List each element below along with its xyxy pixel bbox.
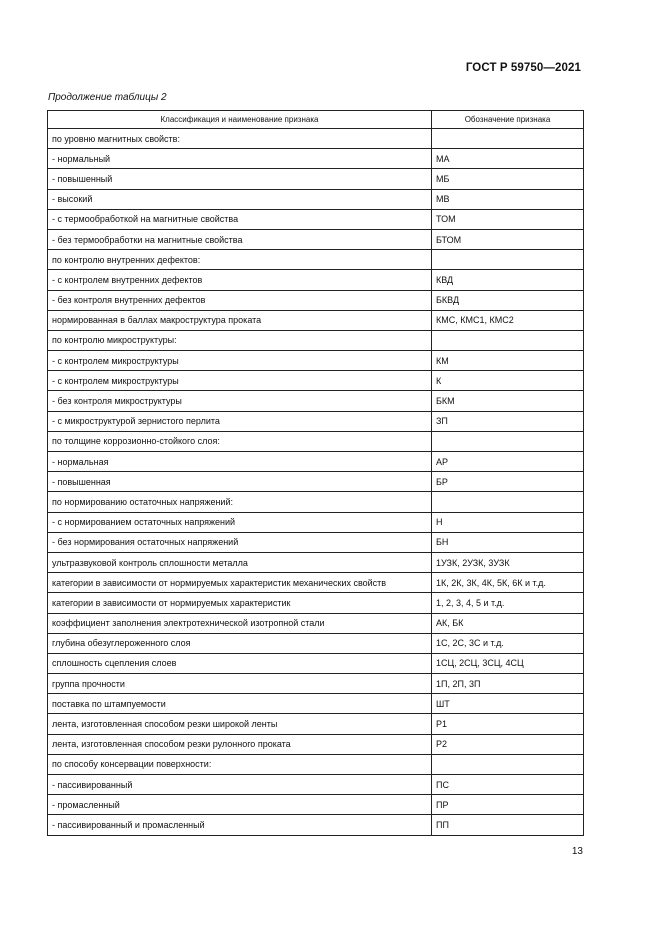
table-row bbox=[48, 714, 584, 734]
classification-cell: - с микроструктурой зернистого перлита bbox=[48, 411, 432, 431]
table-row bbox=[48, 452, 584, 472]
classification-cell: - без нормирования остаточных напряжений bbox=[48, 532, 432, 552]
table-row bbox=[48, 169, 584, 189]
classification-cell: по контролю внутренних дефектов: bbox=[48, 250, 432, 270]
table-row bbox=[48, 189, 584, 209]
classification-cell: глубина обезуглероженного слоя bbox=[48, 633, 432, 653]
table-row bbox=[48, 734, 584, 754]
designation-cell: КМ bbox=[432, 351, 584, 371]
page-number: 13 bbox=[571, 846, 583, 857]
table-caption: Продолжение таблицы 2 bbox=[48, 92, 167, 103]
table-row bbox=[48, 674, 584, 694]
designation-cell: ЗП bbox=[432, 411, 584, 431]
table-row bbox=[48, 552, 584, 572]
classification-cell: коэффициент заполнения электротехнической изотропной стали bbox=[48, 613, 432, 633]
classification-cell: - высокий bbox=[48, 189, 432, 209]
table-row bbox=[48, 431, 584, 451]
table-row bbox=[48, 653, 584, 673]
designation-cell: ПР bbox=[432, 795, 584, 815]
designation-cell: Р2 bbox=[432, 734, 584, 754]
table-row bbox=[48, 330, 584, 350]
classification-cell: - нормальный bbox=[48, 149, 432, 169]
designation-cell: МА bbox=[432, 149, 584, 169]
table-row bbox=[48, 472, 584, 492]
table-row bbox=[48, 129, 584, 149]
classification-cell: лента, изготовленная способом резки широкой ленты bbox=[48, 714, 432, 734]
classification-cell: - без контроля внутренних дефектов bbox=[48, 290, 432, 310]
classification-cell: - нормальная bbox=[48, 452, 432, 472]
designation-cell: Н bbox=[432, 512, 584, 532]
column-header-classification: Классификация и наименование признака bbox=[48, 111, 432, 129]
designation-cell: ШТ bbox=[432, 694, 584, 714]
table-row bbox=[48, 149, 584, 169]
classification-cell: - без контроля микроструктуры bbox=[48, 391, 432, 411]
designation-cell: 1С, 2С, 3С и т.д. bbox=[432, 633, 584, 653]
designation-cell bbox=[432, 492, 584, 512]
designation-cell: БКВД bbox=[432, 290, 584, 310]
table-row bbox=[48, 229, 584, 249]
designation-cell: БР bbox=[432, 472, 584, 492]
designation-cell: БКМ bbox=[432, 391, 584, 411]
designation-cell: АР bbox=[432, 452, 584, 472]
designation-cell bbox=[432, 754, 584, 774]
table-row bbox=[48, 593, 584, 613]
table-row bbox=[48, 694, 584, 714]
classification-cell: по толщине коррозионно-стойкого слоя: bbox=[48, 431, 432, 451]
table-row bbox=[48, 512, 584, 532]
designation-cell: ТОМ bbox=[432, 209, 584, 229]
designation-cell: ПС bbox=[432, 775, 584, 795]
designation-cell bbox=[432, 431, 584, 451]
classification-cell: по уровню магнитных свойств: bbox=[48, 129, 432, 149]
classification-cell: сплошность сцепления слоев bbox=[48, 653, 432, 673]
classification-cell: категории в зависимости от нормируемых характеристик механических свойств bbox=[48, 573, 432, 593]
designation-cell: 1К, 2К, 3К, 4К, 5К, 6К и т.д. bbox=[432, 573, 584, 593]
classification-cell: - пассивированный bbox=[48, 775, 432, 795]
designation-cell: 1УЗК, 2УЗК, 3УЗК bbox=[432, 552, 584, 572]
table-row bbox=[48, 250, 584, 270]
designation-cell: АК, БК bbox=[432, 613, 584, 633]
designation-cell: К bbox=[432, 371, 584, 391]
classification-cell: - с контролем внутренних дефектов bbox=[48, 270, 432, 290]
table-header-row bbox=[48, 111, 584, 129]
designation-cell bbox=[432, 330, 584, 350]
classification-cell: лента, изготовленная способом резки рулонного проката bbox=[48, 734, 432, 754]
designation-cell: КВД bbox=[432, 270, 584, 290]
designation-cell: БН bbox=[432, 532, 584, 552]
classification-cell: - пассивированный и промасленный bbox=[48, 815, 432, 835]
designation-cell: МВ bbox=[432, 189, 584, 209]
designation-cell: Р1 bbox=[432, 714, 584, 734]
table-row bbox=[48, 310, 584, 330]
table-row bbox=[48, 754, 584, 774]
table-row bbox=[48, 270, 584, 290]
table-row bbox=[48, 290, 584, 310]
table-row bbox=[48, 775, 584, 795]
designation-cell: БТОМ bbox=[432, 229, 584, 249]
designation-cell: МБ bbox=[432, 169, 584, 189]
table-row bbox=[48, 795, 584, 815]
table-row bbox=[48, 391, 584, 411]
classification-cell: - с нормированием остаточных напряжений bbox=[48, 512, 432, 532]
classification-cell: по контролю микроструктуры: bbox=[48, 330, 432, 350]
column-header-designation: Обозначение признака bbox=[432, 111, 584, 129]
classification-cell: - с контролем микроструктуры bbox=[48, 371, 432, 391]
designation-cell: ПП bbox=[432, 815, 584, 835]
classification-cell: - с термообработкой на магнитные свойства bbox=[48, 209, 432, 229]
table-row bbox=[48, 532, 584, 552]
classification-cell: - повышенная bbox=[48, 472, 432, 492]
table-body bbox=[48, 129, 584, 836]
classification-cell: поставка по штампуемости bbox=[48, 694, 432, 714]
classification-cell: - повышенный bbox=[48, 169, 432, 189]
designation-cell: 1, 2, 3, 4, 5 и т.д. bbox=[432, 593, 584, 613]
table-row bbox=[48, 209, 584, 229]
table-row bbox=[48, 815, 584, 835]
designation-cell: 1СЦ, 2СЦ, 3СЦ, 4СЦ bbox=[432, 653, 584, 673]
classification-cell: ультразвуковой контроль сплошности металла bbox=[48, 552, 432, 572]
designation-cell: 1П, 2П, 3П bbox=[432, 674, 584, 694]
classification-cell: - без термообработки на магнитные свойства bbox=[48, 229, 432, 249]
classification-cell: по способу консервации поверхности: bbox=[48, 754, 432, 774]
designation-cell bbox=[432, 250, 584, 270]
table-row bbox=[48, 573, 584, 593]
table-row bbox=[48, 492, 584, 512]
classification-cell: - промасленный bbox=[48, 795, 432, 815]
designation-cell: КМС, КМС1, КМС2 bbox=[432, 310, 584, 330]
table-row bbox=[48, 371, 584, 391]
table-row bbox=[48, 351, 584, 371]
classification-cell: - с контролем микроструктуры bbox=[48, 351, 432, 371]
classification-cell: нормированная в баллах макроструктура проката bbox=[48, 310, 432, 330]
classification-cell: по нормированию остаточных напряжений: bbox=[48, 492, 432, 512]
classification-cell: категории в зависимости от нормируемых характеристик bbox=[48, 593, 432, 613]
classification-table bbox=[47, 110, 584, 836]
classification-cell: группа прочности bbox=[48, 674, 432, 694]
table-row bbox=[48, 613, 584, 633]
table-row bbox=[48, 633, 584, 653]
designation-cell bbox=[432, 129, 584, 149]
table-row bbox=[48, 411, 584, 431]
document-standard-number: ГОСТ Р 59750—2021 bbox=[465, 62, 581, 74]
